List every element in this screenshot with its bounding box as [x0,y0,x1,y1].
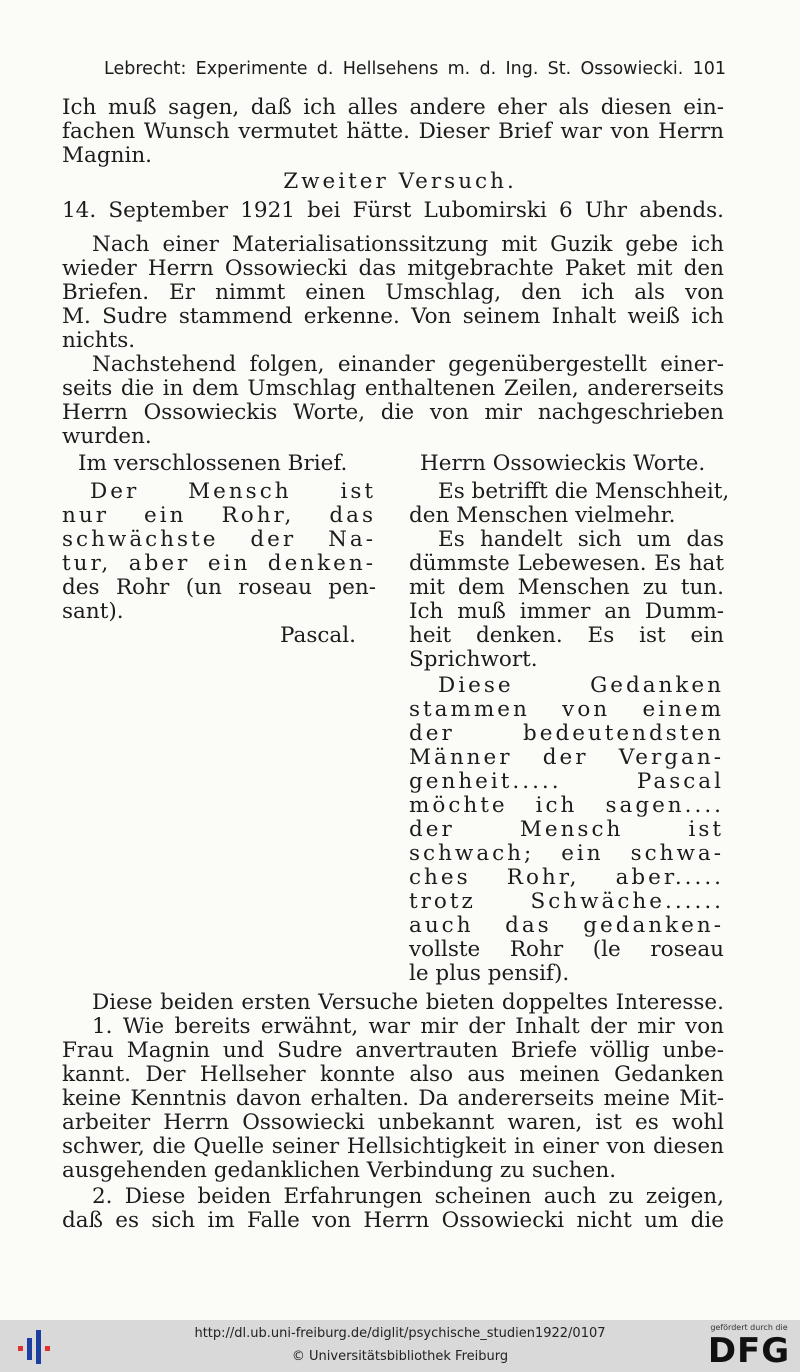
right-column-line: schwach; ein schwa- [409,841,724,866]
text-line: ausgehenden gedanklichen Verbindung zu suchen. [62,1158,617,1183]
right-column-line: Sprichwort. [409,647,538,672]
right-column-line: der bedeutendsten [409,721,724,746]
text-line: kannt. Der Hellseher konnte also aus meinen Gedanken [62,1062,724,1087]
right-column-line: möchte ich sagen.... [409,793,724,818]
text-line: nichts. [62,328,136,353]
left-column-line: tur, aber ein denken- [62,551,376,576]
text-line: keine Kenntnis davon erhalten. Da andererseits meine Mit- [62,1086,724,1111]
text-line: Magnin. [62,143,152,168]
left-column-line: sant). [62,599,124,624]
left-column-line: nur ein Rohr, das [62,503,376,528]
text-line: Diese beiden ersten Versuche bieten doppeltes Interesse. [92,990,724,1015]
right-column-line: trotz Schwäche...... [409,889,724,914]
text-line: wieder Herrn Ossowiecki das mitgebrachte Paket mit den [62,256,724,281]
right-column-heading: Herrn Ossowieckis Worte. [420,451,706,476]
text-line: schwer, die Quelle seiner Hellsichtigkeit in einer von diesen [62,1134,724,1159]
right-column-line: den Menschen vielmehr. [409,503,676,528]
right-column-line: stammen von einem [409,697,724,722]
text-line: Ich muß sagen, daß ich alles andere eher als diesen ein- [62,95,724,120]
right-column-line: Ich muß immer an Dumm- [409,599,724,624]
text-line: wurden. [62,424,152,449]
date-line: 14. September 1921 bei Fürst Lubomirski 6 Uhr abends. [62,198,724,223]
right-column-line: Es betrifft die Menschheit, [438,479,730,504]
right-column-line: ches Rohr, aber..... [409,865,724,890]
source-url-link[interactable]: http://dl.ub.uni-freiburg.de/diglit/psychische_studien1922/0107 [194,1326,606,1341]
left-column-line: des Rohr (un roseau pen- [62,575,376,600]
page-number: 101 [692,59,726,79]
text-line: Frau Magnin und Sudre anvertrauten Briefe völlig unbe- [62,1038,724,1063]
left-column-heading: Im verschlossenen Brief. [78,451,348,476]
right-column-line: vollste Rohr (le roseau [409,937,724,962]
right-column-line: mit dem Menschen zu tun. [409,575,724,600]
left-column-signature: Pascal. [280,623,356,648]
text-line: arbeiter Herrn Ossowiecki unbekannt waren, ist es wohl [62,1110,724,1135]
right-column-line: auch das gedanken- [409,913,724,938]
text-line: Nach einer Materialisationssitzung mit Guzik gebe ich [92,232,724,257]
text-line: Briefen. Er nimmt einen Umschlag, den ich als von [62,280,724,305]
library-logo-icon [16,1328,56,1366]
right-column-line: le plus pensif). [409,961,570,986]
right-column-line: heit denken. Es ist ein [409,623,724,648]
text-line: fachen Wunsch vermutet hätte. Dieser Brief war von Herrn [62,119,724,144]
text-line: daß es sich im Falle von Herrn Ossowiecki nicht um die [62,1208,724,1233]
viewer-footer [0,1320,800,1372]
right-column-line: Diese Gedanken [438,673,724,698]
copyright-text: © Universitätsbibliothek Freiburg [291,1349,509,1364]
dfg-tagline: gefördert durch die [710,1323,788,1332]
section-title: Zweiter Versuch. [283,169,517,194]
right-column-line: genheit..... Pascal [409,769,724,794]
right-column-line: der Mensch ist [409,817,724,842]
running-header [104,57,726,81]
text-line: Herrn Ossowieckis Worte, die von mir nachgeschrieben [62,400,724,425]
right-column-line: dümmste Lebewesen. Es hat [409,551,724,576]
left-column-line: schwächste der Na- [62,527,376,552]
text-line: seits die in dem Umschlag enthaltenen Zeilen, andererseits [62,376,724,401]
right-column-line: Es handelt sich um das [438,527,724,552]
right-column-line: Männer der Vergan- [409,745,724,770]
dfg-logo: DFG [707,1331,791,1371]
text-line: M. Sudre stammend erkenne. Von seinem Inhalt weiß ich [62,304,724,329]
running-title: Lebrecht: Experimente d. Hellsehens m. d. Ing. St. Ossowiecki. [104,59,684,79]
text-line: 2. Diese beiden Erfahrungen scheinen auch zu zeigen, [92,1184,724,1209]
text-line: Nachstehend folgen, einander gegenübergestellt einer- [92,352,724,377]
text-line: 1. Wie bereits erwähnt, war mir der Inhalt der mir von [92,1014,724,1039]
left-column-line: Der Mensch ist [90,479,376,504]
